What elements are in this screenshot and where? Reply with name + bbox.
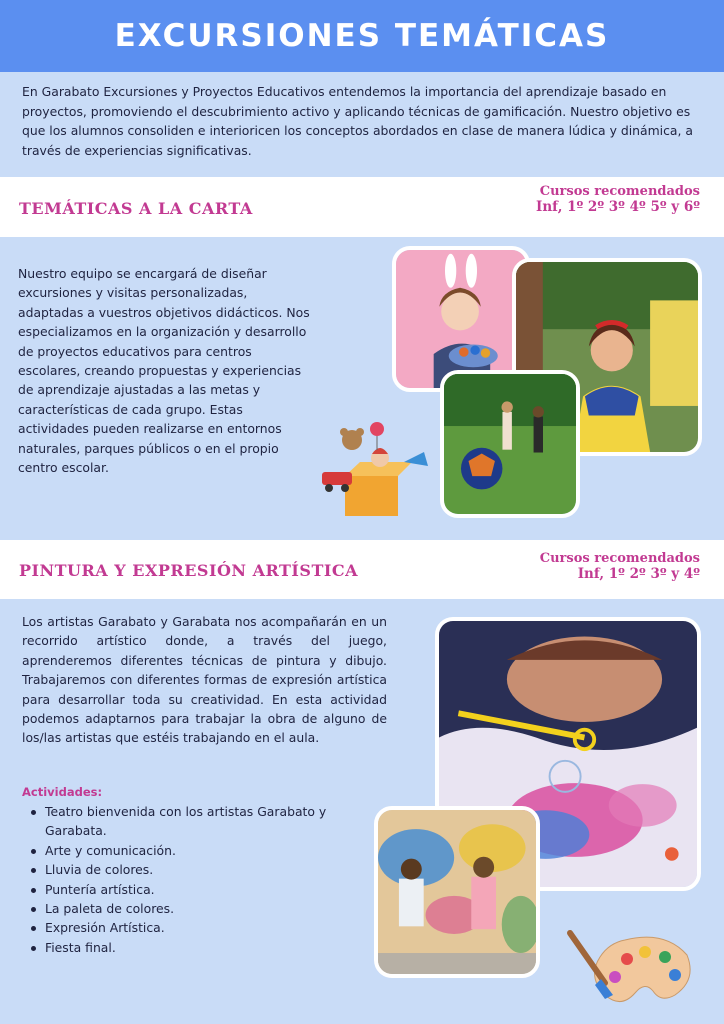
list-item: Lluvia de colores. [22, 860, 362, 879]
section-title-tematicas: TEMÁTICAS A LA CARTA [19, 199, 253, 218]
toys-illustration [320, 418, 435, 520]
activities-label: Actividades: [22, 785, 103, 799]
recommended-courses-tematicas [536, 184, 700, 215]
courses-value: Inf, 1º 2º 3º y 4º [577, 566, 700, 582]
recommended-courses-pintura [540, 551, 700, 582]
activities-list [22, 802, 362, 957]
photo-girls-painting-wall [374, 806, 540, 978]
list-item: Fiesta final. [22, 938, 362, 957]
section-text-tematicas: Nuestro equipo se encargará de diseñar excursiones y visitas personalizadas, adaptadas a vuestros objetivos didácticos. Nos especializamos en la organización y desarrollo de proyectos educativos para centros escolares, creando propuestas y experiencias de aprendizaje ajustadas a las metas y características de cada grupo. Estas actividades pueden realizarse en entornos naturales, parques públicos o en el propio centro escolar. [18, 266, 310, 476]
section-title-pintura: PINTURA Y EXPRESIÓN ARTÍSTICA [19, 561, 358, 580]
list-item: Arte y comunicación. [22, 841, 362, 860]
intro-paragraph: En Garabato Excursiones y Proyectos Educativos entendemos la importancia del aprendizaje basado en proyectos, promoviendo el descubrimiento activo y aplicando técnicas de gamificación. Nuestro objetivo es que los alumnos consoliden e interioricen los conceptos abordados en clase de manera lúdica y dinámica, a través de experiencias significativas. [22, 84, 693, 158]
list-item: Teatro bienvenida con los artistas Garabato y Garabata. [22, 802, 362, 841]
page-header [0, 0, 724, 72]
section-text-pintura: Los artistas Garabato y Garabata nos acompañarán en un recorrido artístico donde, a través del juego, aprenderemos diferentes técnicas de pintura y dibujo. Trabajaremos con diferentes formas de expresión artística para desarrollar toda su creatividad. En esta actividad podemos adaptarnos para trabajar la obra de alguno de los/las artistas que estéis trabajando en el aula. [22, 614, 387, 746]
list-item: La paleta de colores. [22, 899, 362, 918]
list-item: Expresión Artística. [22, 918, 362, 937]
photo-kids-playing-ball [440, 370, 580, 518]
page-title: EXCURSIONES TEMÁTICAS [114, 18, 610, 54]
courses-value: Inf, 1º 2º 3º 4º 5º y 6º [536, 199, 700, 215]
paint-palette-icon [565, 925, 695, 1015]
courses-label: Cursos recomendados [539, 184, 700, 199]
section-band-tematicas [0, 177, 724, 237]
list-item: Puntería artística. [22, 880, 362, 899]
section-band-pintura [0, 540, 724, 599]
courses-label: Cursos recomendados [539, 551, 700, 566]
